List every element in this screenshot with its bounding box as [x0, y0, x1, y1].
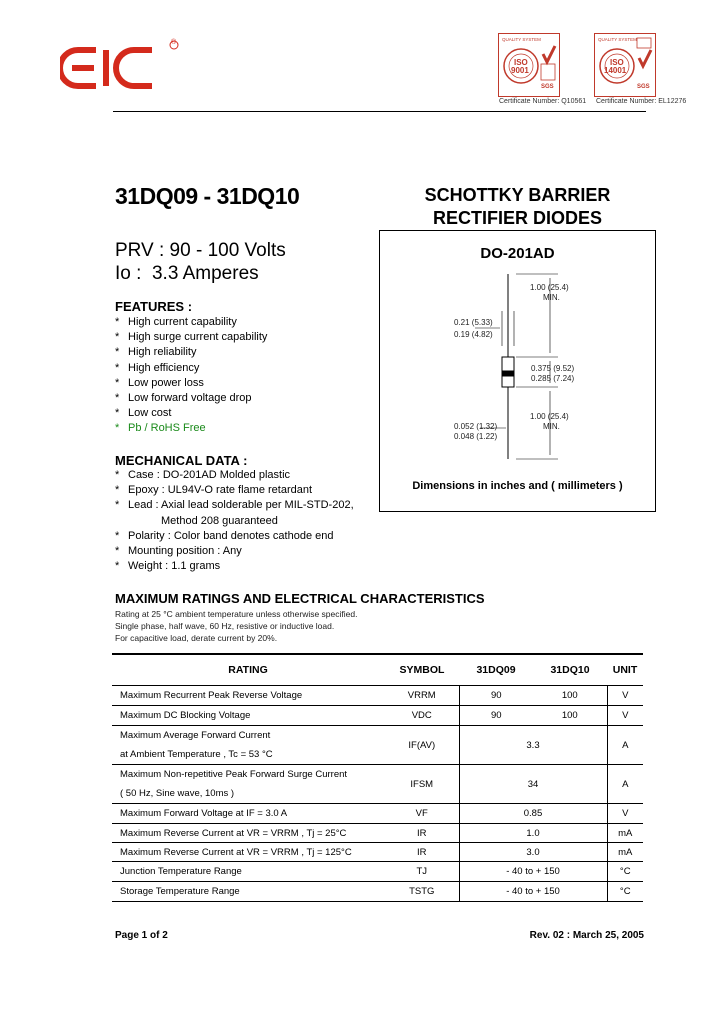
io-label: Io : [115, 263, 142, 284]
list-item-rohs: * Pb / RoHS Free [115, 422, 206, 435]
subtitle-line2: RECTIFIER DIODES [432, 208, 602, 228]
cert2-number-label: Certificate Number: EL12276 [596, 98, 687, 105]
table-row [112, 765, 643, 804]
package-outline-box [379, 230, 656, 512]
table-header-row [112, 654, 643, 686]
cert1-sgs: SGS [541, 84, 554, 90]
part-number-title: 31DQ09 - 31DQ10 [115, 183, 300, 209]
table-row [112, 843, 643, 862]
cell-31dq09: 90 [459, 686, 533, 706]
header-divider [113, 111, 646, 112]
cell-rating: Junction Temperature Range [112, 862, 385, 882]
list-item: * Weight : 1.1 grams [115, 560, 221, 573]
table-row [112, 882, 643, 902]
dim-wire-min: 0.048 (1.22) [454, 432, 498, 441]
table-row [112, 804, 643, 824]
cert2-top-text: QUALITY SYSTEM [598, 37, 637, 42]
cert1-top-text: QUALITY SYSTEM [502, 37, 541, 42]
cell-merged-value: 3.0 [459, 843, 607, 862]
mechanical-heading: MECHANICAL DATA : [115, 453, 248, 468]
col-header-symbol: SYMBOL [385, 654, 459, 686]
list-item: * Polarity : Color band denotes cathode end [115, 529, 334, 542]
cell-symbol: VRRM [385, 686, 459, 706]
cell-symbol: VF [385, 804, 459, 824]
list-item: * Low power loss [115, 376, 204, 389]
cell-symbol: TSTG [385, 882, 459, 902]
cell-unit: A [607, 765, 643, 804]
cell-unit: °C [607, 862, 643, 882]
list-item: * Mounting position : Any [115, 544, 242, 557]
cell-unit: mA [607, 843, 643, 862]
col-header-rating: RATING [112, 654, 385, 686]
list-item: * High efficiency [115, 361, 200, 374]
cell-rating: Maximum Non-repetitive Peak Forward Surge Current ( 50 Hz, Sine wave, 10ms ) [112, 765, 385, 804]
cell-merged-value: 3.3 [459, 726, 607, 765]
cell-symbol: VDC [385, 706, 459, 726]
list-item: * Low cost [115, 407, 172, 420]
table-row [112, 862, 643, 882]
cell-rating: Maximum DC Blocking Voltage [112, 706, 385, 726]
dim-lead-bottom-min: MIN. [543, 422, 560, 431]
package-name: DO-201AD [480, 245, 555, 262]
table-row [112, 686, 643, 706]
cell-31dq10: 100 [533, 686, 607, 706]
iso9001-certificate-badge [498, 33, 560, 97]
cert2-number: 14001 [604, 66, 627, 75]
prv-rating: PRV : 90 - 100 Volts [115, 240, 286, 261]
cell-unit: °C [607, 882, 643, 902]
ratings-note: For capacitive load, derate current by 20%. [115, 633, 278, 643]
cert1-number-label: Certificate Number: Q10561 [499, 98, 587, 105]
cell-rating: Maximum Reverse Current at VR = VRRM , Tj = 125°C [112, 843, 385, 862]
eic-logo [60, 40, 180, 96]
ratings-heading: MAXIMUM RATINGS AND ELECTRICAL CHARACTERISTICS [115, 591, 485, 606]
cell-rating: Maximum Forward Voltage at IF = 3.0 A [112, 804, 385, 824]
cell-rating: Maximum Reverse Current at VR = VRRM , Tj = 25°C [112, 824, 385, 843]
page-number: Page 1 of 2 [115, 930, 168, 941]
table-row [112, 706, 643, 726]
cell-unit: V [607, 804, 643, 824]
list-item: * Case : DO-201AD Molded plastic [115, 469, 291, 481]
dim-body-max: 0.375 (9.52) [531, 364, 575, 373]
cell-rating: Maximum Average Forward Current at Ambient Temperature , Tc = 53 °C [112, 726, 385, 765]
mechanical-list [115, 468, 354, 574]
dim-body-min: 0.285 (7.24) [531, 374, 575, 383]
cert1-standard: ISO [514, 58, 528, 67]
ratings-note: Rating at 25 °C ambient temperature unless otherwise specified. [115, 609, 358, 619]
dim-lead-top: 1.00 (25.4) [530, 283, 569, 292]
list-item: * Lead : Axial lead solderable per MIL-STD-202, [115, 499, 354, 512]
list-item: * Epoxy : UL94V-O rate flame retardant [115, 484, 313, 497]
cell-unit: mA [607, 824, 643, 843]
cert2-sgs: SGS [637, 84, 650, 90]
col-header-unit: UNIT [607, 654, 643, 686]
cell-symbol: IF(AV) [385, 726, 459, 765]
diode-outline-drawing [380, 231, 655, 511]
subtitle-line1: SCHOTTKY BARRIER [424, 185, 611, 205]
ratings-table [112, 653, 643, 902]
cell-symbol: TJ [385, 862, 459, 882]
io-rating [115, 263, 259, 285]
cell-merged-value: 34 [459, 765, 607, 804]
ratings-note: Single phase, half wave, 60 Hz, resistive or inductive load. [115, 621, 335, 631]
cert2-standard: ISO [610, 58, 624, 67]
cell-symbol: IR [385, 843, 459, 862]
dimensions-caption: Dimensions in inches and ( millimeters ) [412, 480, 623, 492]
io-value: 3.3 Amperes [151, 263, 259, 284]
list-item: * High reliability [115, 346, 197, 359]
dim-wire-max: 0.052 (1.32) [454, 422, 498, 431]
list-item: * Low forward voltage drop [115, 391, 252, 404]
registered-mark: ® [171, 39, 177, 46]
cell-rating: Maximum Recurrent Peak Reverse Voltage [112, 686, 385, 706]
dim-lead-dia-max: 0.21 (5.33) [454, 318, 493, 327]
col-header-31dq10: 31DQ10 [533, 654, 607, 686]
cell-unit: A [607, 726, 643, 765]
cell-unit: V [607, 686, 643, 706]
cell-merged-value: - 40 to + 150 [459, 862, 607, 882]
cell-symbol: IR [385, 824, 459, 843]
cell-31dq10: 100 [533, 706, 607, 726]
cell-symbol: IFSM [385, 765, 459, 804]
cell-merged-value: 0.85 [459, 804, 607, 824]
cert1-number: 9001 [511, 66, 529, 75]
cell-31dq09: 90 [459, 706, 533, 726]
table-row [112, 824, 643, 843]
table-row [112, 726, 643, 765]
eic-logo-graphic [60, 40, 180, 96]
cell-unit: V [607, 706, 643, 726]
iso14001-certificate-badge [594, 33, 656, 97]
dim-lead-top-min: MIN. [543, 293, 560, 302]
revision-date: Rev. 02 : March 25, 2005 [529, 930, 644, 941]
cell-merged-value: - 40 to + 150 [459, 882, 607, 902]
features-list [115, 315, 267, 437]
dim-lead-bottom: 1.00 (25.4) [530, 412, 569, 421]
cell-merged-value: 1.0 [459, 824, 607, 843]
cell-rating: Storage Temperature Range [112, 882, 385, 902]
list-item: * High surge current capability [115, 331, 268, 344]
dim-lead-dia-min: 0.19 (4.82) [454, 330, 493, 339]
list-item: * High current capability [115, 316, 237, 328]
list-item-continuation: Method 208 guaranteed [161, 514, 278, 527]
features-heading: FEATURES : [115, 299, 193, 314]
col-header-31dq09: 31DQ09 [459, 654, 533, 686]
